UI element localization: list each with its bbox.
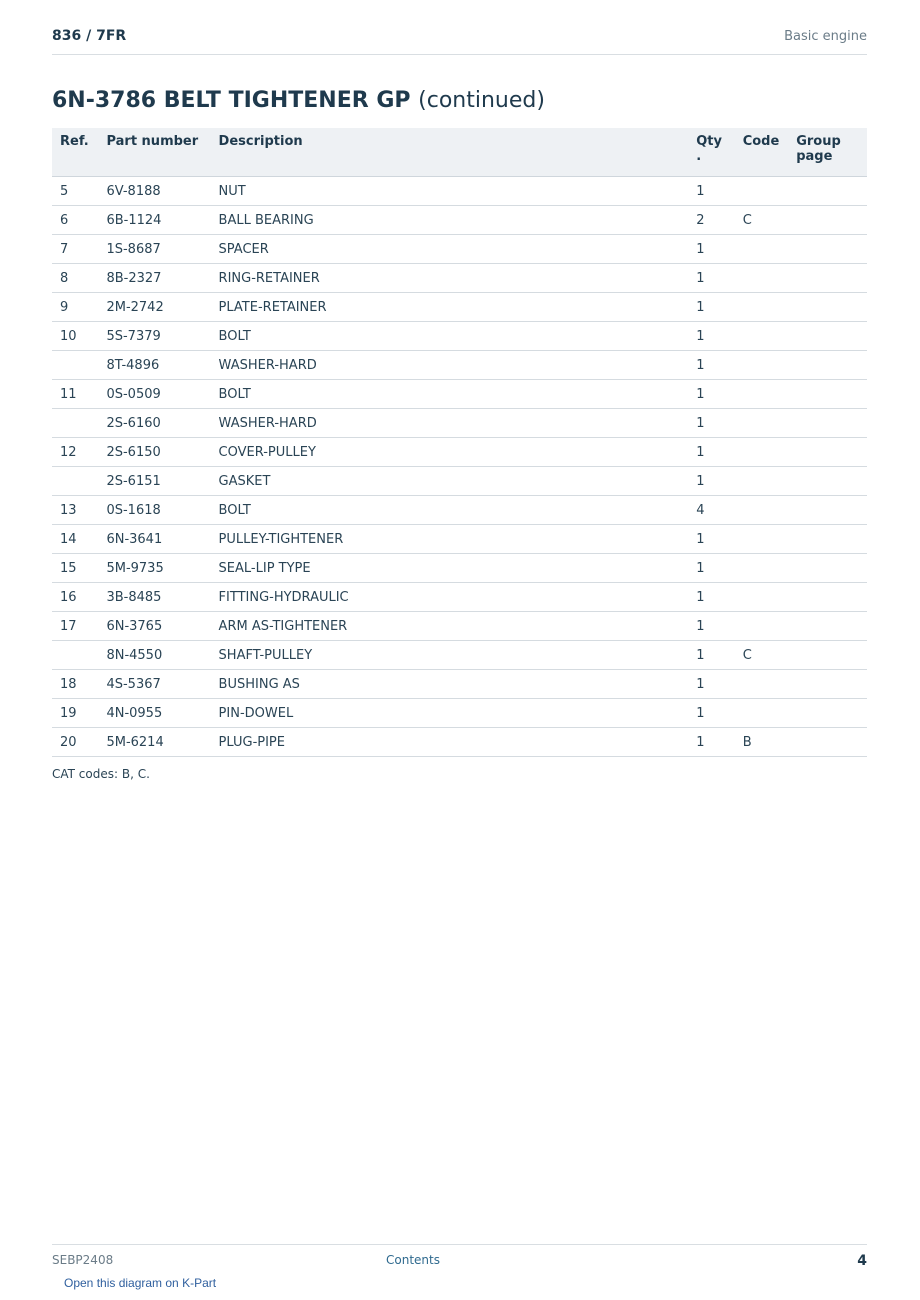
cell-description: BOLT — [211, 322, 689, 351]
cell-code — [735, 235, 789, 264]
cell-ref: 11 — [52, 380, 98, 409]
cell-ref — [52, 641, 98, 670]
cell-description: BOLT — [211, 496, 689, 525]
table-row — [52, 525, 867, 554]
cell-code — [735, 177, 789, 206]
cell-ref: 6 — [52, 206, 98, 235]
cell-description: PIN-DOWEL — [211, 699, 689, 728]
cell-ref: 13 — [52, 496, 98, 525]
cell-qty: 1 — [688, 525, 734, 554]
table-row — [52, 699, 867, 728]
cell-part-number: 6N-3641 — [98, 525, 210, 554]
cell-group-page — [788, 264, 867, 293]
table-row — [52, 554, 867, 583]
cell-ref: 14 — [52, 525, 98, 554]
cell-code — [735, 351, 789, 380]
cell-code — [735, 438, 789, 467]
cell-code: C — [735, 641, 789, 670]
cell-ref — [52, 409, 98, 438]
cell-code — [735, 670, 789, 699]
cell-description: WASHER-HARD — [211, 409, 689, 438]
table-row — [52, 322, 867, 351]
table-row — [52, 235, 867, 264]
cell-description: FITTING-HYDRAULIC — [211, 583, 689, 612]
document-id: SEBP2408 — [52, 1253, 114, 1267]
cell-group-page — [788, 206, 867, 235]
table-row — [52, 612, 867, 641]
cell-ref: 19 — [52, 699, 98, 728]
cell-part-number: 2S-6160 — [98, 409, 210, 438]
parts-table — [52, 128, 867, 757]
cell-ref — [52, 467, 98, 496]
cell-qty: 1 — [688, 409, 734, 438]
cell-description: PULLEY-TIGHTENER — [211, 525, 689, 554]
cell-ref: 16 — [52, 583, 98, 612]
cell-group-page — [788, 612, 867, 641]
cell-description: BALL BEARING — [211, 206, 689, 235]
cell-group-page — [788, 438, 867, 467]
cell-code — [735, 293, 789, 322]
table-row — [52, 264, 867, 293]
cell-code — [735, 525, 789, 554]
cell-code — [735, 264, 789, 293]
cell-part-number: 8B-2327 — [98, 264, 210, 293]
cell-group-page — [788, 554, 867, 583]
cell-ref: 7 — [52, 235, 98, 264]
cell-code — [735, 496, 789, 525]
cell-description: WASHER-HARD — [211, 351, 689, 380]
cell-ref: 5 — [52, 177, 98, 206]
cell-ref: 8 — [52, 264, 98, 293]
model-label: 836 / 7FR — [52, 28, 127, 44]
cell-part-number: 1S-8687 — [98, 235, 210, 264]
cell-description: GASKET — [211, 467, 689, 496]
cell-group-page — [788, 409, 867, 438]
cell-part-number: 0S-1618 — [98, 496, 210, 525]
cell-qty: 1 — [688, 438, 734, 467]
parts-table-body — [52, 177, 867, 757]
cell-qty: 2 — [688, 206, 734, 235]
cell-part-number: 4N-0955 — [98, 699, 210, 728]
cell-description: SEAL-LIP TYPE — [211, 554, 689, 583]
cell-group-page — [788, 728, 867, 757]
cell-qty: 1 — [688, 583, 734, 612]
col-header-qty: Qty . — [688, 128, 734, 177]
table-row — [52, 438, 867, 467]
cell-description: RING-RETAINER — [211, 264, 689, 293]
cell-qty: 1 — [688, 699, 734, 728]
cell-description: PLUG-PIPE — [211, 728, 689, 757]
table-row — [52, 583, 867, 612]
col-header-part-number: Part number — [98, 128, 210, 177]
cell-part-number: 2S-6150 — [98, 438, 210, 467]
parts-table-header — [52, 128, 867, 177]
cell-code: C — [735, 206, 789, 235]
table-row — [52, 728, 867, 757]
cell-part-number: 3B-8485 — [98, 583, 210, 612]
cell-qty: 1 — [688, 293, 734, 322]
page-title — [52, 88, 545, 113]
cell-code — [735, 699, 789, 728]
cell-group-page — [788, 322, 867, 351]
col-header-group-page: Group page — [788, 128, 867, 177]
cell-group-page — [788, 380, 867, 409]
cell-qty: 1 — [688, 554, 734, 583]
group-title: 6N-3786 BELT TIGHTENER GP — [52, 88, 411, 113]
cell-qty: 1 — [688, 264, 734, 293]
cell-part-number: 5M-6214 — [98, 728, 210, 757]
cell-group-page — [788, 641, 867, 670]
cell-group-page — [788, 235, 867, 264]
table-row — [52, 409, 867, 438]
cell-qty: 1 — [688, 728, 734, 757]
cell-ref: 17 — [52, 612, 98, 641]
continued-label: (continued) — [418, 88, 545, 113]
cell-description: NUT — [211, 177, 689, 206]
cell-qty: 1 — [688, 235, 734, 264]
table-row — [52, 467, 867, 496]
cell-qty: 1 — [688, 467, 734, 496]
cell-qty: 1 — [688, 612, 734, 641]
cell-code — [735, 554, 789, 583]
cell-group-page — [788, 351, 867, 380]
page-number: 4 — [857, 1253, 867, 1269]
cell-qty: 4 — [688, 496, 734, 525]
cell-description: BOLT — [211, 380, 689, 409]
cell-ref: 12 — [52, 438, 98, 467]
cell-code — [735, 322, 789, 351]
cell-part-number: 0S-0509 — [98, 380, 210, 409]
cell-group-page — [788, 496, 867, 525]
cell-ref: 15 — [52, 554, 98, 583]
table-row — [52, 177, 867, 206]
cell-ref: 9 — [52, 293, 98, 322]
cell-part-number: 4S-5367 — [98, 670, 210, 699]
cell-code — [735, 380, 789, 409]
cell-group-page — [788, 293, 867, 322]
cell-code — [735, 467, 789, 496]
col-header-ref: Ref. — [52, 128, 98, 177]
table-row — [52, 496, 867, 525]
cell-code — [735, 612, 789, 641]
cell-code — [735, 583, 789, 612]
table-row — [52, 670, 867, 699]
cell-part-number: 8N-4550 — [98, 641, 210, 670]
cell-qty: 1 — [688, 380, 734, 409]
cell-qty: 1 — [688, 670, 734, 699]
open-kpart-link[interactable]: Open this diagram on K-Part — [64, 1276, 217, 1290]
col-header-description: Description — [211, 128, 689, 177]
page-footer — [52, 1244, 867, 1273]
cell-qty: 1 — [688, 322, 734, 351]
cell-qty: 1 — [688, 351, 734, 380]
cell-group-page — [788, 670, 867, 699]
col-header-code: Code — [735, 128, 789, 177]
cell-description: SHAFT-PULLEY — [211, 641, 689, 670]
cell-group-page — [788, 583, 867, 612]
cell-description: SPACER — [211, 235, 689, 264]
table-row — [52, 293, 867, 322]
cell-part-number: 6V-8188 — [98, 177, 210, 206]
cell-group-page — [788, 177, 867, 206]
cell-ref — [52, 351, 98, 380]
cell-part-number: 6N-3765 — [98, 612, 210, 641]
cell-part-number: 5S-7379 — [98, 322, 210, 351]
cell-part-number: 2S-6151 — [98, 467, 210, 496]
section-label: Basic engine — [784, 29, 867, 44]
cell-qty: 1 — [688, 641, 734, 670]
cat-codes-note: CAT codes: B, C. — [52, 767, 150, 781]
table-row — [52, 641, 867, 670]
page-header — [52, 28, 867, 55]
cell-part-number: 2M-2742 — [98, 293, 210, 322]
cell-description: PLATE-RETAINER — [211, 293, 689, 322]
cell-description: ARM AS-TIGHTENER — [211, 612, 689, 641]
cell-part-number: 5M-9735 — [98, 554, 210, 583]
table-row — [52, 206, 867, 235]
cell-ref: 10 — [52, 322, 98, 351]
cell-group-page — [788, 699, 867, 728]
cell-part-number: 8T-4896 — [98, 351, 210, 380]
cell-qty: 1 — [688, 177, 734, 206]
cell-code: B — [735, 728, 789, 757]
cell-group-page — [788, 467, 867, 496]
cell-part-number: 6B-1124 — [98, 206, 210, 235]
cell-group-page — [788, 525, 867, 554]
table-row — [52, 380, 867, 409]
cell-ref: 20 — [52, 728, 98, 757]
cell-code — [735, 409, 789, 438]
cell-description: BUSHING AS — [211, 670, 689, 699]
table-row — [52, 351, 867, 380]
contents-link[interactable]: Contents — [386, 1253, 440, 1267]
cell-ref: 18 — [52, 670, 98, 699]
cell-description: COVER-PULLEY — [211, 438, 689, 467]
